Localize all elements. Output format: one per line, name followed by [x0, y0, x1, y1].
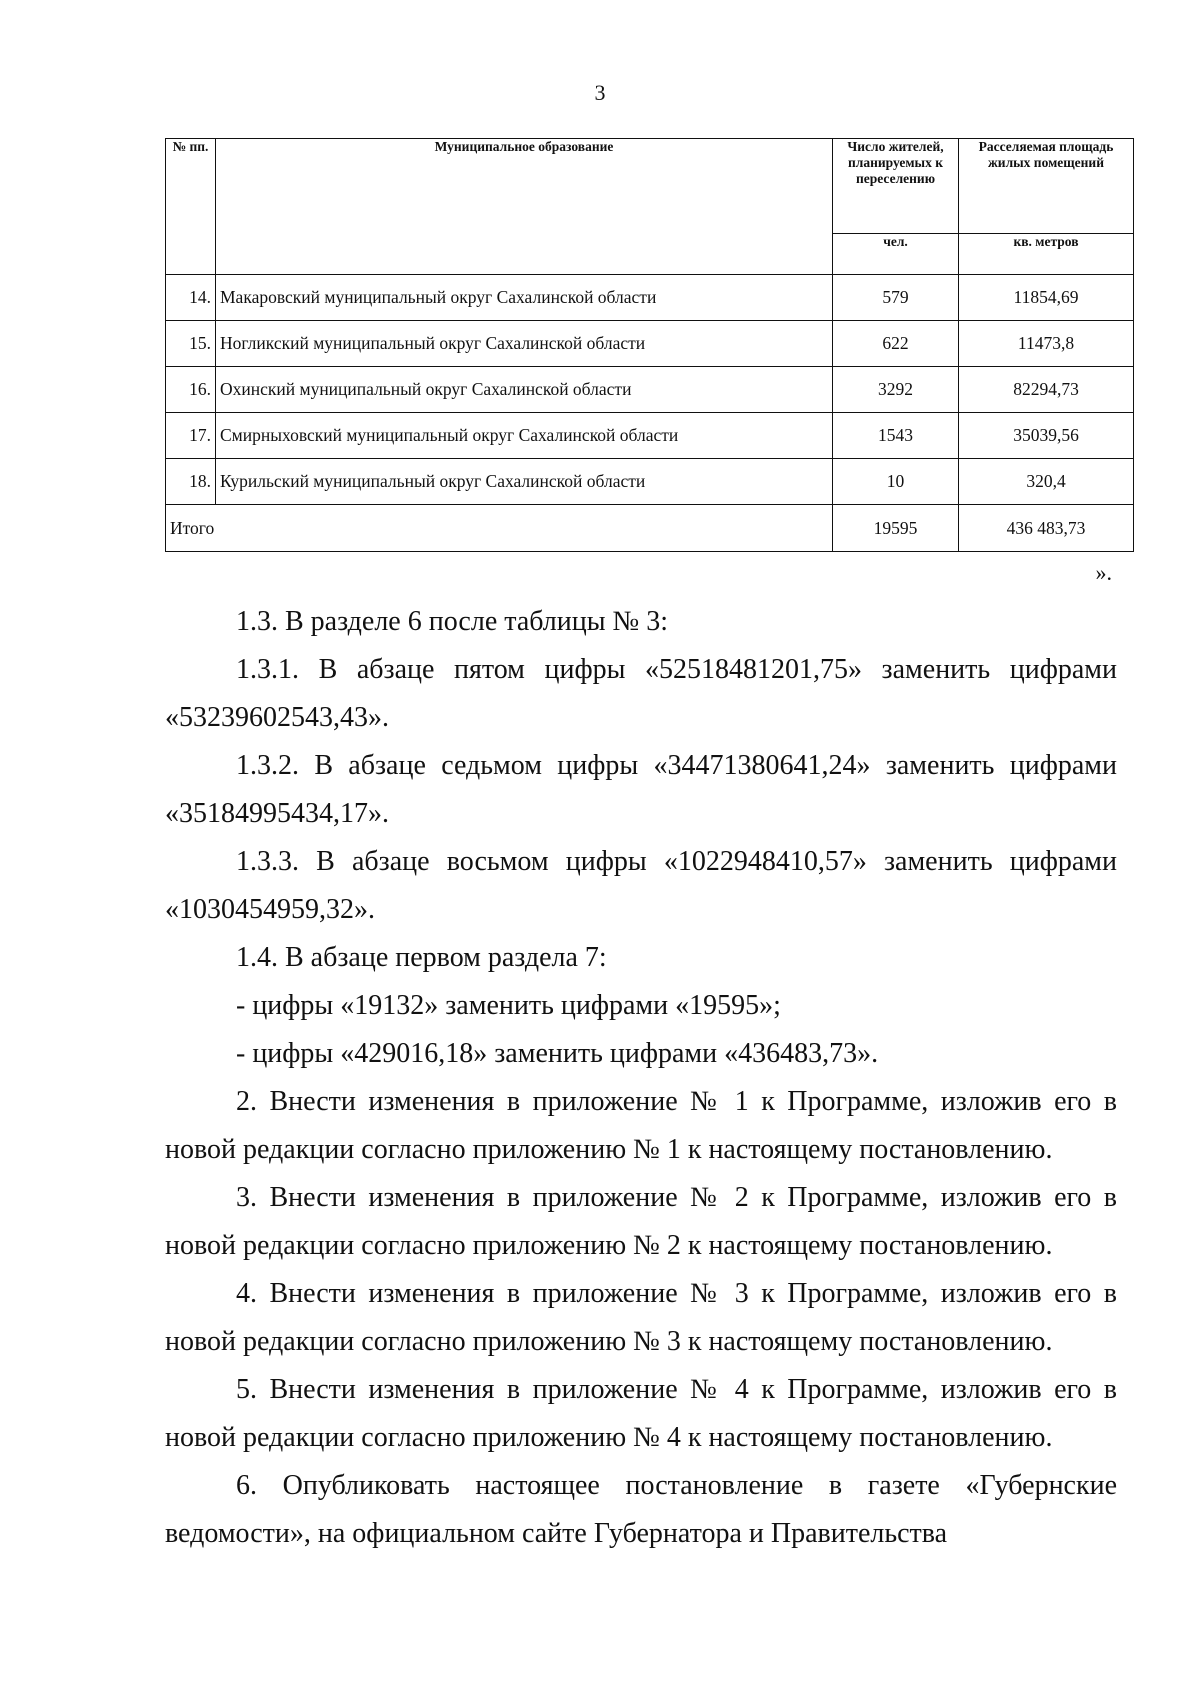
paragraph: 3. Внести изменения в приложение № 2 к Программе, изложив его в новой редакции согласно приложению № 2 к настоящему постановлению. [165, 1182, 1117, 1261]
row-area: 82294,73 [959, 367, 1134, 413]
row-municipality: Ногликский муниципальный округ Сахалинской области [216, 321, 833, 367]
paragraph: 2. Внести изменения в приложение № 1 к Программе, изложив его в новой редакции согласно приложению № 1 к настоящему постановлению. [165, 1086, 1117, 1165]
row-municipality: Охинский муниципальный округ Сахалинской области [216, 367, 833, 413]
table-row [166, 275, 1134, 321]
table-row [166, 367, 1134, 413]
header-municipality: Муниципальное образование [216, 139, 833, 275]
paragraph: - цифры «429016,18» заменить цифрами «436483,73». [236, 1038, 879, 1069]
row-area: 320,4 [959, 459, 1134, 505]
table-row [166, 413, 1134, 459]
row-residents: 579 [833, 275, 959, 321]
paragraph: 6. Опубликовать настоящее постановление в газете «Губернские ведомости», на официальном сайте Губернатора и Правительства [165, 1470, 1117, 1549]
paragraph: 1.4. В абзаце первом раздела 7: [236, 942, 607, 973]
total-residents: 19595 [833, 505, 959, 552]
total-label: Итого [166, 505, 833, 552]
paragraph: 1.3.3. В абзаце восьмом цифры «1022948410,57» заменить цифрами «1030454959,32». [165, 846, 1117, 925]
unit-residents: чел. [833, 234, 959, 275]
closing-quote: ». [1095, 560, 1112, 585]
row-number: 16. [166, 367, 216, 413]
row-municipality: Макаровский муниципальный округ Сахалинской области [216, 275, 833, 321]
row-residents: 1543 [833, 413, 959, 459]
row-number: 15. [166, 321, 216, 367]
row-residents: 3292 [833, 367, 959, 413]
row-number: 14. [166, 275, 216, 321]
row-number: 17. [166, 413, 216, 459]
paragraph: 4. Внести изменения в приложение № 3 к Программе, изложив его в новой редакции согласно приложению № 3 к настоящему постановлению. [165, 1278, 1117, 1357]
document-body [165, 598, 1117, 1558]
row-municipality: Смирныховский муниципальный округ Сахалинской области [216, 413, 833, 459]
total-row [166, 505, 1134, 552]
paragraph: - цифры «19132» заменить цифрами «19595»; [236, 990, 781, 1021]
row-number: 18. [166, 459, 216, 505]
table-row [166, 321, 1134, 367]
row-residents: 622 [833, 321, 959, 367]
row-municipality: Курильский муниципальный округ Сахалинской области [216, 459, 833, 505]
row-area: 11473,8 [959, 321, 1134, 367]
paragraph: 1.3. В разделе 6 после таблицы № 3: [236, 606, 669, 637]
row-area: 11854,69 [959, 275, 1134, 321]
unit-area: кв. метров [959, 234, 1134, 275]
header-num: № пп. [166, 139, 216, 275]
table-row [166, 459, 1134, 505]
total-area: 436 483,73 [959, 505, 1134, 552]
paragraph: 5. Внести изменения в приложение № 4 к Программе, изложив его в новой редакции согласно приложению № 4 к настоящему постановлению. [165, 1374, 1117, 1453]
header-residents: Число жителей, планируемых к переселению [833, 139, 959, 234]
row-area: 35039,56 [959, 413, 1134, 459]
row-residents: 10 [833, 459, 959, 505]
page-number: 3 [594, 80, 606, 105]
paragraph: 1.3.2. В абзаце седьмом цифры «34471380641,24» заменить цифрами «35184995434,17». [165, 750, 1117, 829]
resettlement-table [165, 138, 1134, 552]
paragraph: 1.3.1. В абзаце пятом цифры «52518481201,75» заменить цифрами «53239602543,43». [165, 654, 1117, 733]
header-area: Расселяемая площадь жилых помещений [959, 139, 1134, 234]
